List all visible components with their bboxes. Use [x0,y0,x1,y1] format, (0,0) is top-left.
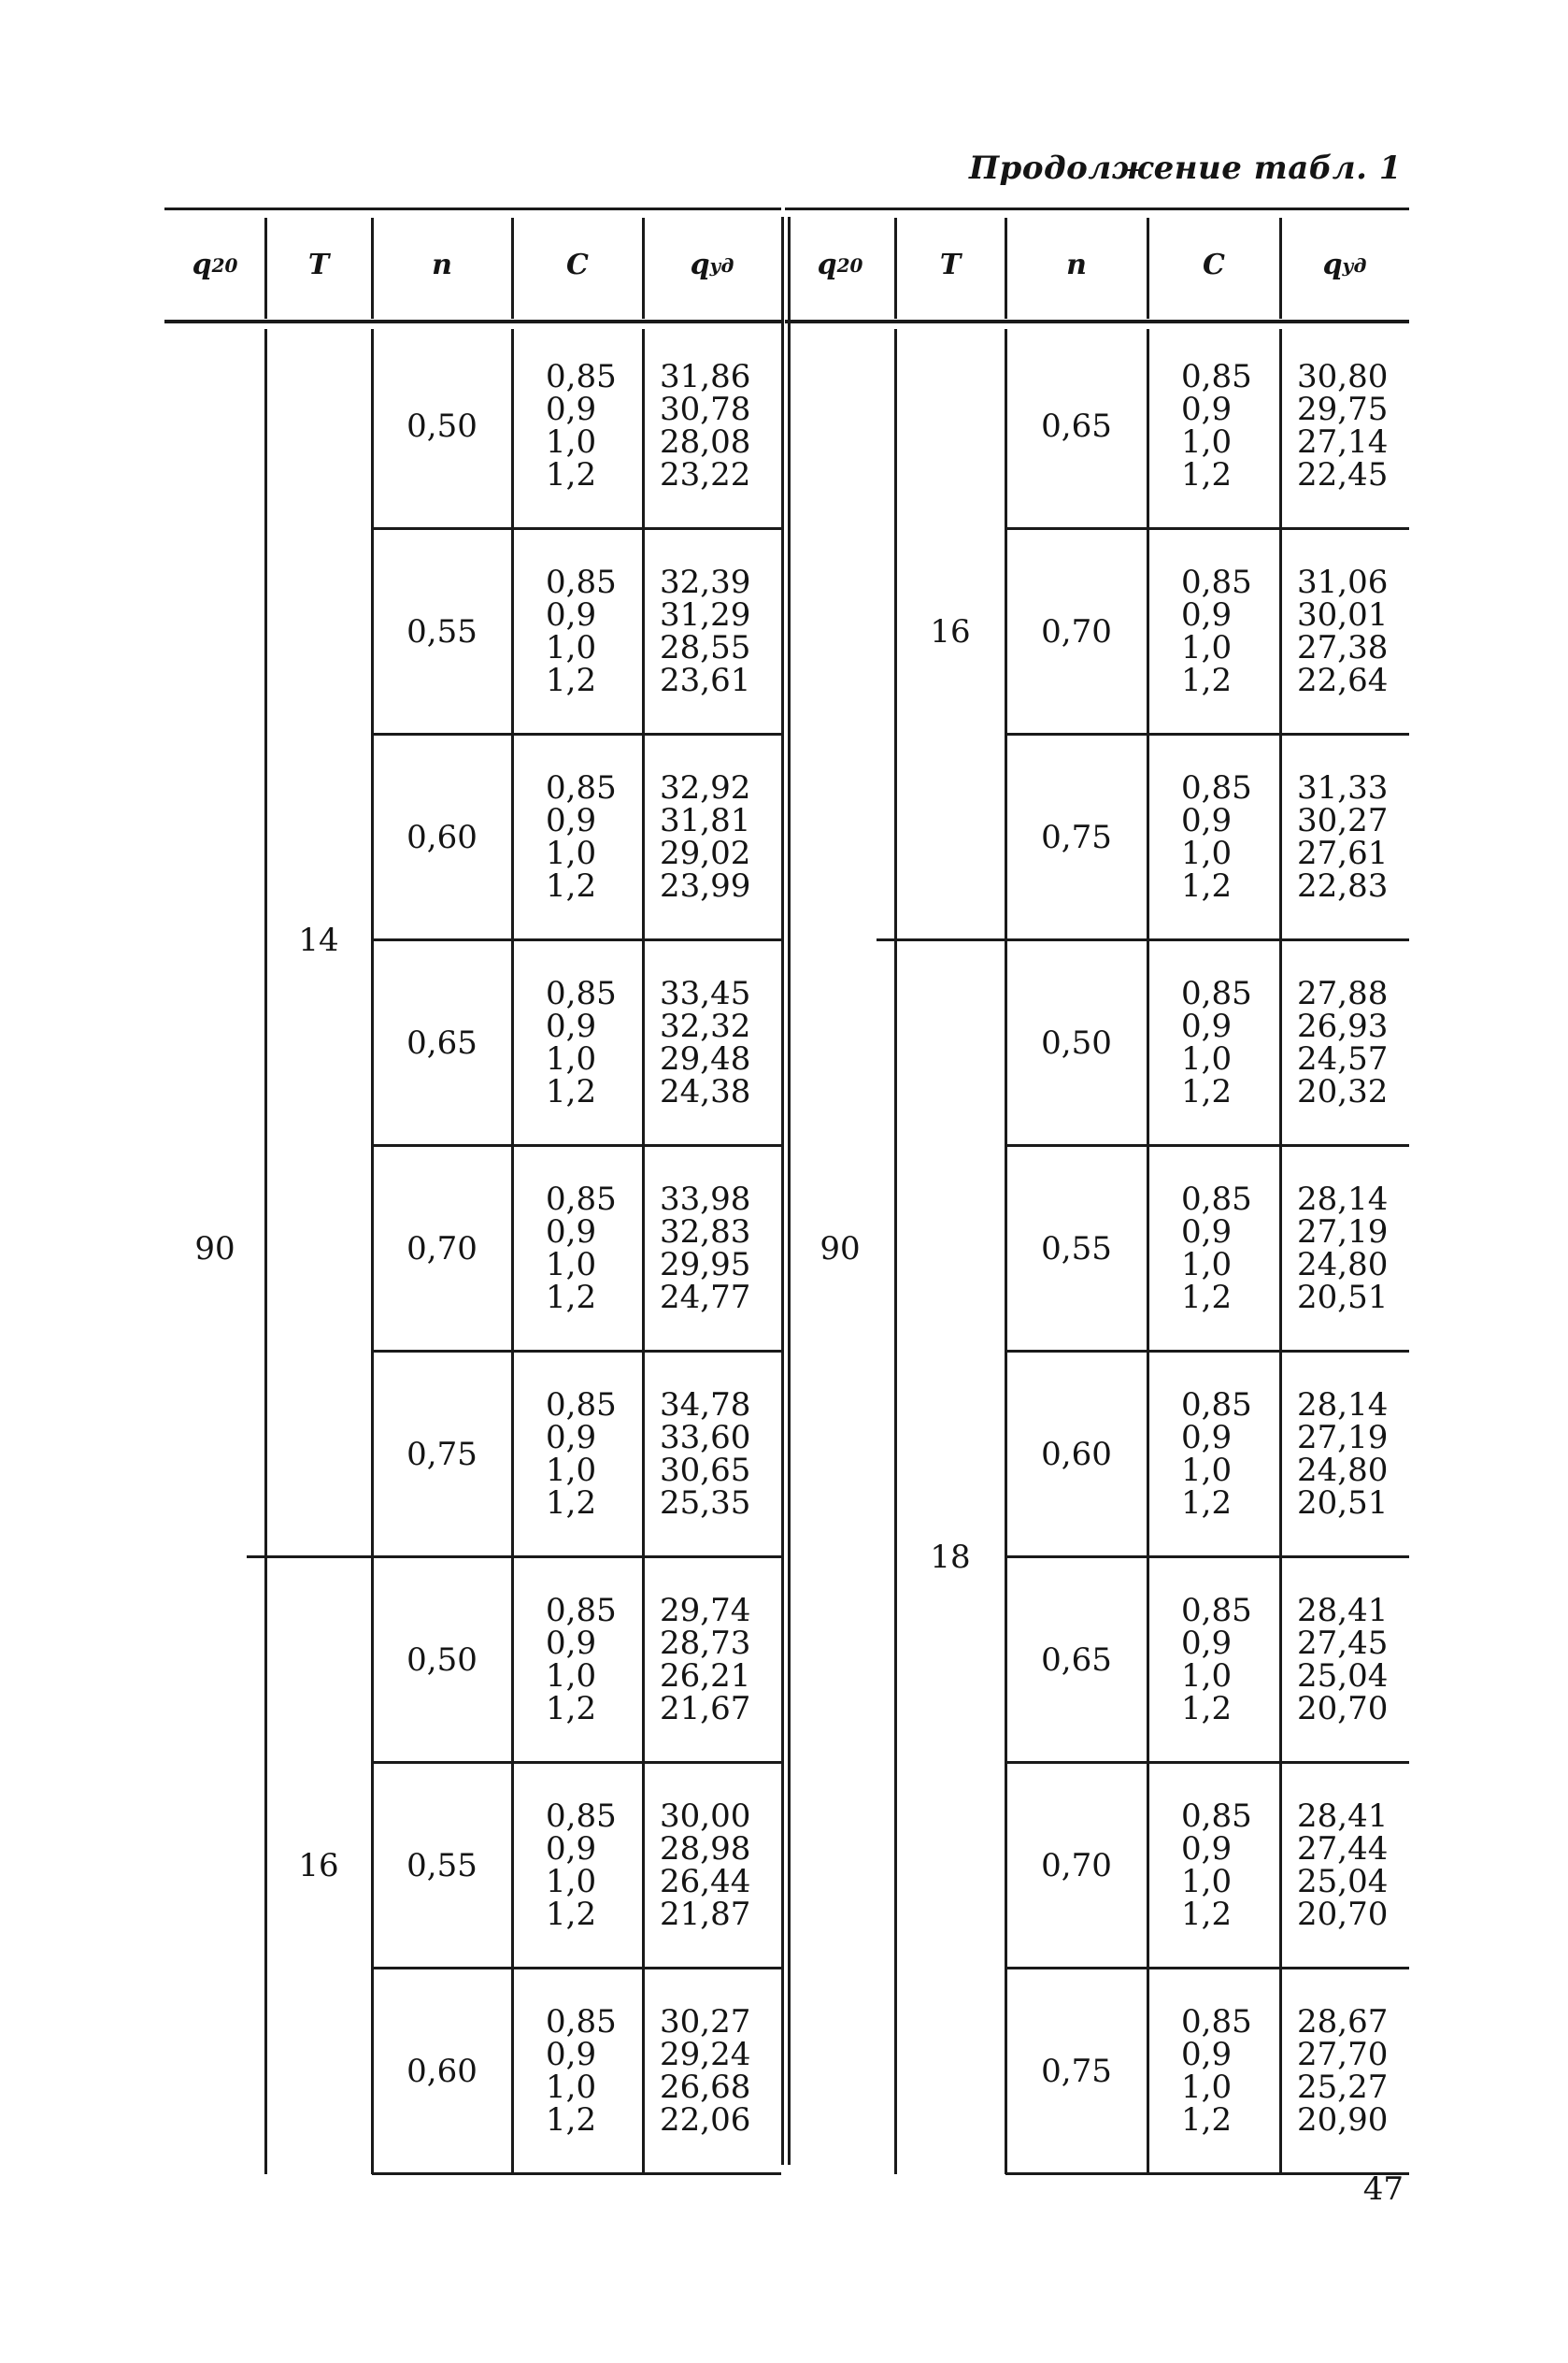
header-column-separator [1279,218,1282,319]
qud-value: 32,83 [660,1213,751,1251]
q20-value: 90 [194,1229,235,1267]
qud-value: 30,01 [1297,596,1389,634]
t-header [895,210,1005,320]
block-rule [1005,2172,1409,2175]
qud-value: 30,80 [1297,358,1389,395]
qud-value: 28,41 [1297,1592,1389,1629]
qud-value: 30,65 [660,1452,751,1489]
n-value: 0,70 [1041,1846,1112,1884]
left-table [164,208,781,2180]
qud-value: 25,04 [1297,1863,1389,1900]
qud-value: 28,14 [1297,1386,1389,1424]
qud-value: 26,93 [1297,1008,1389,1045]
c-value: 1,0 [1181,2069,1233,2106]
qud-value: 33,45 [660,975,751,1012]
qud-value: 30,78 [660,391,751,428]
n-value: 0,55 [406,612,478,651]
qud-value: 22,83 [1297,867,1389,905]
q20-header-subscript: 20 [211,253,238,277]
c-value: 0,85 [546,2003,617,2041]
table-center-divider [781,217,784,2165]
qud-value: 27,45 [1297,1625,1389,1662]
c-value: 0,9 [1181,1008,1233,1045]
qud-value: 20,51 [1297,1279,1389,1316]
c-value: 1,2 [1181,1073,1233,1110]
q20-header [785,210,895,320]
qud-value: 28,67 [1297,2003,1389,2041]
c-value: 0,9 [546,2036,597,2073]
c-value: 1,0 [1181,1452,1233,1489]
qud-header-symbol: q [690,249,710,281]
qud-value: 28,08 [660,423,751,461]
c-values [1181,1557,1280,1763]
c-values [546,1557,643,1763]
c-value: 1,0 [1181,1040,1233,1078]
n-value: 0,50 [1041,1024,1112,1062]
qud-values [1297,529,1409,735]
c-value: 1,2 [1181,1896,1233,1933]
n-header-symbol: n [1066,249,1087,281]
qud-value: 31,29 [660,596,751,634]
qud-value: 26,44 [660,1863,751,1900]
qud-value: 31,86 [660,358,751,395]
c-values [1181,940,1280,1146]
qud-value: 29,24 [660,2036,751,2073]
t-header [265,210,372,320]
c-value: 0,9 [1181,802,1233,839]
c-values [1181,735,1280,940]
n-value: 0,65 [1041,407,1112,445]
table-header [785,210,1409,320]
qud-value: 24,80 [1297,1246,1389,1283]
qud-values [1297,323,1409,529]
table-center-divider-second [788,217,791,2165]
qud-value: 31,06 [1297,564,1389,601]
c-values [1181,1969,1280,2174]
qud-value: 28,73 [660,1625,751,1662]
c-value: 1,0 [1181,1246,1233,1283]
qud-value: 20,70 [1297,1896,1389,1933]
n-value: 0,65 [1041,1640,1112,1679]
n-value: 0,60 [1041,1435,1112,1473]
c-value: 1,0 [1181,423,1233,461]
qud-value: 27,70 [1297,2036,1389,2073]
c-values [546,323,643,529]
qud-value: 27,44 [1297,1830,1389,1868]
c-value: 0,85 [1181,564,1252,601]
qud-value: 30,27 [1297,802,1389,839]
c-value: 0,9 [546,596,597,634]
c-header [1147,210,1280,320]
qud-value: 24,77 [660,1279,751,1316]
qud-value: 24,38 [660,1073,751,1110]
n-value: 0,60 [406,2052,478,2090]
c-value: 1,0 [546,1657,597,1695]
t-value: 16 [930,612,971,651]
n-header [372,210,512,320]
c-values [546,735,643,940]
c-value: 1,2 [546,867,597,905]
c-value: 1,0 [546,1452,597,1489]
c-value: 0,85 [546,1797,617,1835]
qud-value: 32,32 [660,1008,751,1045]
c-values [546,529,643,735]
qud-values [660,1969,781,2174]
c-value: 0,85 [1181,2003,1252,2041]
n-value: 0,50 [406,1640,478,1679]
c-value: 1,2 [546,456,597,494]
c-values [1181,1352,1280,1557]
n-value: 0,70 [406,1229,478,1267]
qud-value: 20,90 [1297,2101,1389,2139]
c-value: 0,9 [1181,596,1233,634]
c-values [1181,529,1280,735]
n-value: 0,50 [406,407,478,445]
qud-value: 27,88 [1297,975,1389,1012]
qud-value: 23,99 [660,867,751,905]
n-header [1005,210,1147,320]
qud-value: 32,39 [660,564,751,601]
c-value: 1,2 [546,1896,597,1933]
page-number: 47 [1362,2170,1404,2208]
n-value: 0,75 [1041,818,1112,856]
c-value: 0,9 [546,1419,597,1456]
qud-value: 26,21 [660,1657,751,1695]
c-value: 1,0 [1181,1863,1233,1900]
n-value: 0,75 [1041,2052,1112,2090]
c-value: 1,2 [1181,867,1233,905]
qud-value: 33,98 [660,1181,751,1218]
qud-value: 29,74 [660,1592,751,1629]
n-value: 0,75 [406,1435,478,1473]
c-value: 1,0 [546,1863,597,1900]
c-value: 0,85 [546,1592,617,1629]
t-value: 14 [298,921,339,959]
qud-value: 21,67 [660,1690,751,1727]
c-value: 1,2 [546,2101,597,2139]
qud-value: 28,41 [1297,1797,1389,1835]
c-value: 0,85 [1181,769,1252,807]
header-column-separator [511,218,514,319]
qud-value: 27,38 [1297,629,1389,666]
qud-header-subscript: уд [1342,253,1367,277]
qud-value: 33,60 [660,1419,751,1456]
c-value: 1,0 [1181,629,1233,666]
c-value: 1,0 [546,2069,597,2106]
c-values [1181,323,1280,529]
qud-value: 20,32 [1297,1073,1389,1110]
header-column-separator [371,218,374,319]
n-value: 0,65 [406,1024,478,1062]
qud-value: 24,80 [1297,1452,1389,1489]
qud-value: 22,45 [1297,456,1389,494]
c-value: 0,85 [1181,1592,1252,1629]
c-value: 0,9 [1181,1830,1233,1868]
qud-value: 23,22 [660,456,751,494]
qud-value: 25,04 [1297,1657,1389,1695]
qud-value: 28,98 [660,1830,751,1868]
qud-value: 29,75 [1297,391,1389,428]
c-value: 0,9 [546,1625,597,1662]
c-values [546,940,643,1146]
c-value: 0,85 [1181,1181,1252,1218]
t-header-symbol: T [307,249,330,281]
c-value: 0,9 [546,1008,597,1045]
q20-header [164,210,265,320]
qud-value: 30,00 [660,1797,751,1835]
c-value: 0,85 [546,564,617,601]
c-value: 0,9 [1181,391,1233,428]
c-value: 1,0 [546,423,597,461]
table-header [164,210,781,320]
c-value: 0,9 [1181,1213,1233,1251]
c-value: 1,2 [1181,1484,1233,1522]
q20-header-subscript: 20 [836,253,863,277]
c-value: 0,9 [546,1213,597,1251]
qud-values [1297,1146,1409,1352]
qud-value: 34,78 [660,1386,751,1424]
c-value: 0,85 [546,358,617,395]
c-value: 0,85 [1181,358,1252,395]
header-column-separator [894,218,897,319]
qud-value: 29,95 [660,1246,751,1283]
qud-header-subscript: уд [709,253,734,277]
c-value: 1,0 [1181,1657,1233,1695]
qud-value: 20,70 [1297,1690,1389,1727]
right-table [785,208,1409,2180]
header-column-separator [1147,218,1149,319]
c-value: 0,85 [1181,1386,1252,1424]
c-value: 0,9 [1181,2036,1233,2073]
c-value: 1,0 [1181,835,1233,872]
qud-value: 32,92 [660,769,751,807]
qud-value: 25,27 [1297,2069,1389,2106]
qud-value: 29,48 [660,1040,751,1078]
n-value: 0,60 [406,818,478,856]
qud-value: 30,27 [660,2003,751,2041]
t-value: 18 [930,1538,971,1576]
c-value: 0,85 [546,1181,617,1218]
qud-value: 26,68 [660,2069,751,2106]
q20-value: 90 [820,1229,861,1267]
qud-value: 31,33 [1297,769,1389,807]
qud-header-symbol: q [1322,249,1343,281]
c-value: 0,9 [546,391,597,428]
qud-value: 24,57 [1297,1040,1389,1078]
qud-value: 20,51 [1297,1484,1389,1522]
t-value: 16 [298,1846,339,1884]
c-value: 1,2 [1181,1279,1233,1316]
qud-header [643,210,781,320]
c-value: 1,2 [1181,662,1233,699]
qud-values [660,323,781,529]
c-value: 1,2 [1181,1690,1233,1727]
t-header-symbol: T [939,249,962,281]
c-value: 0,85 [1181,1797,1252,1835]
qud-values [1297,940,1409,1146]
qud-value: 27,14 [1297,423,1389,461]
c-values [546,1352,643,1557]
c-value: 0,85 [546,975,617,1012]
qud-values [1297,1352,1409,1557]
qud-value: 31,81 [660,802,751,839]
qud-value: 25,35 [660,1484,751,1522]
n-value: 0,55 [1041,1229,1112,1267]
qud-values [1297,1763,1409,1969]
c-value: 0,85 [546,769,617,807]
c-value: 1,2 [1181,456,1233,494]
n-header-symbol: n [432,249,452,281]
qud-value: 22,64 [1297,662,1389,699]
qud-value: 27,19 [1297,1419,1389,1456]
qud-values [660,1146,781,1352]
qud-values [1297,1557,1409,1763]
c-value: 1,0 [546,835,597,872]
block-rule [372,2172,781,2175]
c-header [512,210,643,320]
qud-value: 21,87 [660,1896,751,1933]
n-value: 0,55 [406,1846,478,1884]
header-column-separator [264,218,267,319]
qud-values [1297,1969,1409,2174]
c-value: 0,9 [1181,1625,1233,1662]
qud-value: 28,14 [1297,1181,1389,1218]
c-values [546,1969,643,2174]
c-value: 0,85 [546,1386,617,1424]
qud-value: 29,02 [660,835,751,872]
c-value: 1,2 [546,1073,597,1110]
qud-values [660,1763,781,1969]
qud-value: 28,55 [660,629,751,666]
c-value: 1,2 [546,1690,597,1727]
c-value: 0,9 [546,802,597,839]
q20-header-symbol: q [817,249,837,281]
qud-value: 27,19 [1297,1213,1389,1251]
qud-values [660,1352,781,1557]
qud-values [660,529,781,735]
c-value: 1,2 [1181,2101,1233,2139]
c-value: 0,85 [1181,975,1252,1012]
c-value: 1,2 [546,1279,597,1316]
qud-values [660,735,781,940]
qud-values [660,940,781,1146]
table-caption: Продолжение табл. 1 [968,150,1402,187]
n-value: 0,70 [1041,612,1112,651]
c-value: 0,9 [546,1830,597,1868]
c-value: 0,9 [1181,1419,1233,1456]
c-header-symbol: C [1203,249,1225,281]
c-value: 1,0 [546,1246,597,1283]
q20-header-symbol: q [192,249,212,281]
qud-value: 23,61 [660,662,751,699]
c-value: 1,2 [546,662,597,699]
c-value: 1,2 [546,1484,597,1522]
header-column-separator [1005,218,1007,319]
c-values [1181,1146,1280,1352]
c-value: 1,0 [546,629,597,666]
c-value: 1,0 [546,1040,597,1078]
qud-header [1280,210,1409,320]
c-header-symbol: C [566,249,589,281]
c-values [546,1763,643,1969]
qud-values [1297,735,1409,940]
qud-value: 22,06 [660,2101,751,2139]
c-values [546,1146,643,1352]
c-values [1181,1763,1280,1969]
qud-values [660,1557,781,1763]
header-column-separator [642,218,645,319]
qud-value: 27,61 [1297,835,1389,872]
